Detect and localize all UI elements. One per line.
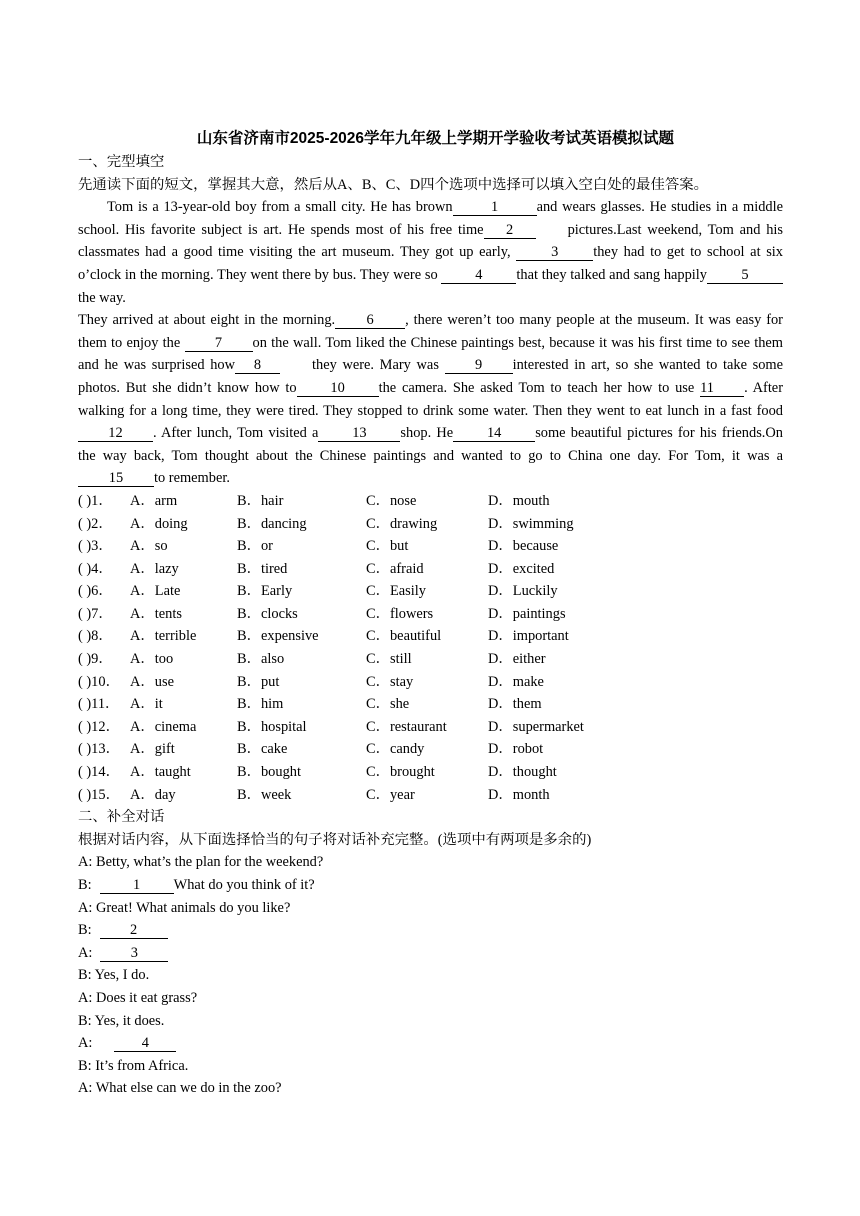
option-d: D．mouth (488, 492, 550, 509)
passage-text: . After walking for a long time, they were tired. They stopped to drink some water. Then they went to eat lunch in a fast food (78, 379, 783, 419)
passage-text: interested in art, so she wanted to take some photos. But she didn’t know how to (78, 357, 784, 396)
option-d: D．paintings (488, 605, 566, 622)
dialogue-line: A: Great! What animals do you like? (78, 899, 291, 916)
option-d: D．Luckily (488, 583, 558, 600)
question-row (78, 716, 783, 739)
question-row (78, 671, 783, 694)
option-b: B．dancing (237, 515, 307, 532)
option-b: B．or (237, 538, 273, 555)
question-number: ( )6． (78, 583, 113, 600)
question-row (78, 603, 783, 626)
passage-text: the camera. She asked Tom to teach her how to use (378, 379, 695, 396)
question-number: ( )9． (78, 651, 113, 668)
question-number: ( )12． (78, 718, 120, 735)
dialogue (78, 851, 783, 1100)
passage-text: some beautiful pictures for his friends.On the way back, Tom thought about the Chinese paintings and wanted to go to China one day. For Tom, it was a (78, 425, 783, 464)
option-a: A．so (130, 538, 168, 555)
blank-14: 14 (453, 425, 535, 442)
option-c: C．stay (366, 673, 414, 690)
option-c: C．afraid (366, 560, 424, 577)
blank-2: 2 (484, 222, 536, 239)
question-number: ( )13． (78, 741, 120, 758)
section2-heading: 二、补全对话 (78, 809, 165, 826)
option-a: A．gift (130, 741, 175, 758)
passage-text: they were. Mary was (312, 357, 439, 374)
dialogue-line (78, 874, 783, 897)
section2-instruction: 根据对话内容，从下面选择恰当的句子将对话补充完整。(选项中有两项是多余的) (78, 831, 592, 848)
option-a: A．it (130, 696, 163, 713)
exam-title: 山东省济南市2025-2026学年九年级上学期开学验收考试英语模拟试题 (196, 130, 675, 147)
passage-text: on the wall. Tom liked the Chinese paintings best, because it was his first time to see them and he was surprised how (78, 334, 783, 374)
question-number: ( )14． (78, 764, 120, 781)
option-c: C．but (366, 538, 409, 555)
option-b: B．put (237, 673, 280, 690)
option-b: B．hospital (237, 718, 307, 735)
option-c: C．drawing (366, 515, 438, 532)
option-b: B．cake (237, 741, 288, 758)
dialogue-line: B: It’s from Africa. (78, 1057, 189, 1074)
blank-4: 4 (441, 267, 516, 284)
question-number: ( )4． (78, 560, 113, 577)
question-row (78, 535, 783, 558)
question-number: ( )3． (78, 538, 113, 555)
passage-text: and wears glasses. He studies in a middle school. His favorite subject is art. He spends most of his free time (78, 199, 783, 238)
question-number: ( )15． (78, 786, 120, 803)
speaker-label: B: (78, 877, 92, 893)
question-row (78, 625, 783, 648)
option-d: D．because (488, 538, 559, 555)
option-a: A．taught (130, 764, 191, 781)
blank-9: 9 (445, 357, 513, 374)
blank-13: 13 (318, 425, 400, 442)
option-d: D．make (488, 673, 544, 690)
speaker-label: A: (78, 1035, 93, 1052)
option-d: D．thought (488, 764, 557, 781)
question-row (78, 738, 783, 761)
passage-text: to remember. (154, 470, 230, 487)
passage-text: shop. He (400, 425, 454, 442)
option-b: B．him (237, 696, 284, 713)
blank-6: 6 (335, 312, 405, 329)
passage-paragraph-1 (78, 196, 783, 309)
blank-3: 3 (516, 244, 593, 261)
question-row (78, 648, 783, 671)
option-c: C．nose (366, 492, 417, 509)
option-d: D．excited (488, 560, 555, 577)
blank-12: 12 (78, 425, 153, 442)
question-row (78, 490, 783, 513)
question-row (78, 784, 783, 807)
dialogue-line: A: Does it eat grass? (78, 989, 198, 1006)
option-d: D．robot (488, 741, 544, 758)
option-c: C．candy (366, 741, 425, 758)
dialogue-line: B: Yes, I do. (78, 967, 150, 984)
question-number: ( )11． (78, 696, 120, 713)
passage-text: Tom is a 13-year-old boy from a small city. He has brown (107, 199, 453, 216)
blank-5: 5 (707, 267, 783, 284)
speaker-label: B: (78, 922, 92, 939)
option-a: A．lazy (130, 560, 179, 577)
option-c: C．Easily (366, 583, 426, 600)
option-a: A．too (130, 651, 174, 668)
passage-text: they had to get to school at six o’clock in the morning. They went there by bus. They were so (78, 244, 783, 283)
passage-paragraph-2 (78, 309, 783, 490)
option-d: D．either (488, 651, 546, 668)
dialogue-line (78, 942, 783, 965)
dialogue-line (78, 919, 783, 942)
question-list (78, 490, 783, 806)
blank-10: 10 (297, 380, 379, 397)
option-a: A．terrible (130, 628, 197, 645)
option-c: C．she (366, 696, 410, 713)
option-b: B．Early (237, 583, 293, 600)
option-a: A．tents (130, 605, 182, 622)
dialogue-line: A: Betty, what’s the plan for the weekend? (78, 854, 324, 871)
section1-heading: 一、完型填空 (78, 154, 165, 170)
option-c: C．year (366, 786, 415, 803)
option-b: B．hair (237, 492, 284, 509)
blank-8: 8 (235, 357, 280, 374)
dialogue-line: B: Yes, it does. (78, 1012, 165, 1029)
question-number: ( )7． (78, 605, 113, 622)
passage-text: that they talked and sang happily (516, 266, 707, 283)
option-b: B．clocks (237, 605, 298, 622)
blank-11: 11 (700, 380, 744, 397)
question-row (78, 693, 783, 716)
question-number: ( )2． (78, 515, 113, 532)
section1-instruction: 先通读下面的短文，掌握其大意，然后从A、B、C、D四个选项中选择可以填入空白处的最佳答案。 (78, 176, 709, 193)
blank-7: 7 (185, 335, 253, 352)
option-a: A．use (130, 673, 174, 690)
option-c: C．brought (366, 764, 435, 781)
option-a: A．arm (130, 492, 178, 509)
option-d: D．important (488, 628, 569, 645)
passage-text: They arrived at about eight in the morning. (78, 312, 336, 329)
dialogue-blank-1: 1 (100, 877, 174, 894)
option-c: C．beautiful (366, 628, 442, 645)
option-b: B．expensive (237, 628, 319, 645)
option-a: A．doing (130, 515, 188, 532)
question-row (78, 580, 783, 603)
option-a: A．cinema (130, 718, 197, 735)
option-d: D．swimming (488, 515, 574, 532)
passage-text: . After lunch, Tom visited a (153, 425, 319, 442)
option-b: B．tired (237, 560, 288, 577)
option-d: D．them (488, 696, 542, 713)
passage-text: pictures.Last weekend, Tom and his classmates had a good time visiting the art museum. They got up early, (78, 221, 783, 261)
blank-15: 15 (78, 470, 154, 487)
option-b: B．also (237, 651, 285, 668)
option-d: D．supermarket (488, 718, 584, 735)
dialogue-blank-2: 2 (100, 922, 168, 939)
option-c: C．still (366, 651, 412, 668)
option-b: B．week (237, 786, 292, 803)
dialogue-line: A: What else can we do in the zoo? (78, 1080, 282, 1097)
option-a: A．day (130, 786, 176, 803)
option-a: A．Late (130, 583, 181, 600)
question-row (78, 558, 783, 581)
passage-text: the way. (78, 289, 126, 306)
option-b: B．bought (237, 764, 301, 781)
option-c: C．restaurant (366, 718, 447, 735)
dialogue-blank-3: 3 (100, 945, 168, 962)
question-number: ( )10． (78, 673, 120, 690)
question-number: ( )1． (78, 492, 113, 509)
dialogue-blank-4: 4 (114, 1035, 176, 1052)
blank-1: 1 (453, 199, 537, 216)
question-number: ( )8． (78, 628, 113, 645)
exam-page (78, 128, 783, 1100)
speaker-label: A: (78, 944, 93, 961)
dialogue-line (78, 1032, 783, 1055)
dialogue-text: What do you think of it? (173, 877, 315, 893)
question-row (78, 761, 783, 784)
passage-text: , there weren’t too many people at the museum. It was easy for them to enjoy the (78, 312, 783, 351)
question-row (78, 513, 783, 536)
option-d: D．month (488, 786, 550, 803)
option-c: C．flowers (366, 605, 434, 622)
